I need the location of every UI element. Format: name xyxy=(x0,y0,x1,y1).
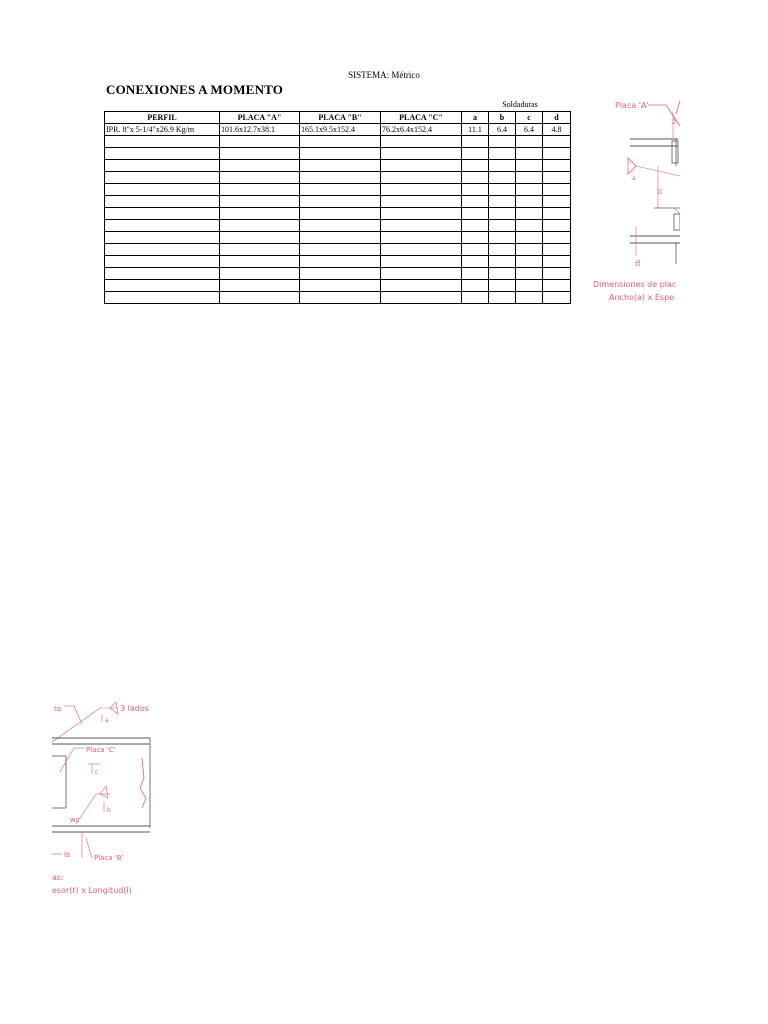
cell-placa-b xyxy=(300,220,381,232)
cell-weld-a xyxy=(462,184,489,196)
cell-weld-a xyxy=(462,160,489,172)
table-row xyxy=(105,244,571,256)
cell-weld-c xyxy=(516,280,543,292)
bottom-caption-line1: as: xyxy=(52,873,64,882)
connection-detail-drawing-top xyxy=(590,96,680,308)
lados-label: 3 lados xyxy=(120,704,149,713)
cell-perfil xyxy=(105,136,220,148)
table-row xyxy=(105,136,571,148)
cell-placa-a xyxy=(220,208,300,220)
cell-placa-b: 165.1x9.5x152.4 xyxy=(300,124,381,136)
cell-weld-a xyxy=(462,268,489,280)
cell-weld-a xyxy=(462,244,489,256)
ta-label: ta xyxy=(671,117,678,124)
cell-placa-b xyxy=(300,208,381,220)
cell-weld-c xyxy=(516,220,543,232)
cell-weld-a: 11.1 xyxy=(462,124,489,136)
cell-weld-b xyxy=(489,136,516,148)
cell-weld-d xyxy=(543,244,571,256)
table-row xyxy=(105,292,571,304)
top-caption-line1: Dimensiones de plac xyxy=(593,280,677,289)
a-weld-label: a xyxy=(632,175,636,182)
cell-placa-c xyxy=(381,196,462,208)
table-header-row xyxy=(105,112,571,124)
cell-weld-d xyxy=(543,184,571,196)
table-row xyxy=(105,280,571,292)
cell-weld-c xyxy=(516,160,543,172)
cell-placa-a xyxy=(220,268,300,280)
cell-perfil xyxy=(105,196,220,208)
cell-placa-c xyxy=(381,244,462,256)
cell-weld-b xyxy=(489,268,516,280)
cell-weld-d xyxy=(543,160,571,172)
cell-weld-d xyxy=(543,220,571,232)
table-row xyxy=(105,172,571,184)
cell-weld-a xyxy=(462,232,489,244)
cell-placa-a xyxy=(220,280,300,292)
bottom-caption-line2: esor(t) x Longitud(l) xyxy=(52,886,132,895)
cell-weld-b xyxy=(489,172,516,184)
cell-weld-a xyxy=(462,196,489,208)
cell-weld-d xyxy=(543,136,571,148)
cell-weld-a xyxy=(462,172,489,184)
cell-placa-a xyxy=(220,292,300,304)
cell-placa-c xyxy=(381,136,462,148)
cell-placa-a: 101.6x12.7x38.1 xyxy=(220,124,300,136)
cell-placa-b xyxy=(300,184,381,196)
cell-perfil xyxy=(105,292,220,304)
cell-weld-d xyxy=(543,208,571,220)
table-row xyxy=(105,256,571,268)
cell-weld-a xyxy=(462,280,489,292)
system-label: SISTEMA: Métrico xyxy=(348,70,420,80)
cell-weld-c xyxy=(516,268,543,280)
cell-weld-a xyxy=(462,256,489,268)
cell-placa-b xyxy=(300,280,381,292)
cell-perfil xyxy=(105,268,220,280)
lb-label: lb xyxy=(64,851,71,859)
cell-weld-a xyxy=(462,148,489,160)
connections-table xyxy=(104,111,571,304)
cell-weld-a xyxy=(462,136,489,148)
cell-weld-c xyxy=(516,148,543,160)
cell-placa-b xyxy=(300,292,381,304)
placa-a-label: Placa 'A' xyxy=(615,101,649,110)
cell-weld-b xyxy=(489,292,516,304)
table-row xyxy=(105,148,571,160)
cell-placa-b xyxy=(300,160,381,172)
cell-placa-b xyxy=(300,268,381,280)
cell-weld-c xyxy=(516,136,543,148)
cell-placa-a xyxy=(220,232,300,244)
table-row xyxy=(105,268,571,280)
table-row xyxy=(105,232,571,244)
cell-perfil xyxy=(105,184,220,196)
cell-placa-c xyxy=(381,148,462,160)
top-caption-line2: Ancho(a) x Espe xyxy=(609,293,675,302)
table-row xyxy=(105,196,571,208)
table-row xyxy=(105,124,571,136)
cell-weld-c: 6.4 xyxy=(516,124,543,136)
cell-placa-a xyxy=(220,244,300,256)
header-weld-a: a xyxy=(462,112,489,124)
cell-weld-d xyxy=(543,280,571,292)
cell-placa-c xyxy=(381,220,462,232)
cell-weld-b xyxy=(489,184,516,196)
cell-weld-c xyxy=(516,292,543,304)
cell-weld-d xyxy=(543,232,571,244)
table-row xyxy=(105,220,571,232)
b-label: b xyxy=(107,807,111,814)
cell-placa-a xyxy=(220,172,300,184)
cell-weld-c xyxy=(516,244,543,256)
cell-perfil xyxy=(105,172,220,184)
cell-weld-d xyxy=(543,172,571,184)
cell-weld-c xyxy=(516,208,543,220)
cell-placa-b xyxy=(300,172,381,184)
cell-placa-c xyxy=(381,268,462,280)
cell-perfil xyxy=(105,220,220,232)
cell-placa-a xyxy=(220,136,300,148)
cell-placa-c: 76.2x6.4x152.4 xyxy=(381,124,462,136)
cell-weld-a xyxy=(462,292,489,304)
page-title: CONEXIONES A MOMENTO xyxy=(106,82,284,97)
table-row xyxy=(105,184,571,196)
cell-weld-d xyxy=(543,256,571,268)
cell-weld-a xyxy=(462,208,489,220)
cell-placa-b xyxy=(300,244,381,256)
cell-perfil xyxy=(105,160,220,172)
cell-weld-d xyxy=(543,292,571,304)
cell-weld-d: 4.8 xyxy=(543,124,571,136)
placa-c-label: Placa 'C' xyxy=(86,746,116,754)
cell-weld-d xyxy=(543,148,571,160)
cell-weld-c xyxy=(516,196,543,208)
cell-placa-a xyxy=(220,256,300,268)
cell-weld-b xyxy=(489,220,516,232)
header-placa-a: PLACA "A" xyxy=(220,112,300,124)
cell-perfil xyxy=(105,148,220,160)
tc-label: tc xyxy=(657,188,664,194)
bottom-ta-label: ta xyxy=(54,705,62,713)
header-weld-d: d xyxy=(543,112,571,124)
cell-weld-b xyxy=(489,280,516,292)
cell-perfil xyxy=(105,256,220,268)
cell-weld-b xyxy=(489,244,516,256)
cell-placa-b xyxy=(300,196,381,208)
cell-weld-b xyxy=(489,232,516,244)
cell-placa-c xyxy=(381,208,462,220)
cell-weld-c xyxy=(516,184,543,196)
connection-detail-drawing-bottom xyxy=(52,698,164,898)
header-placa-b: PLACA "B" xyxy=(300,112,381,124)
cell-perfil xyxy=(105,232,220,244)
cell-placa-c xyxy=(381,160,462,172)
cell-weld-d xyxy=(543,196,571,208)
cell-placa-c xyxy=(381,172,462,184)
tb-label: tb xyxy=(635,259,642,266)
header-placa-c: PLACA "C" xyxy=(381,112,462,124)
table-row xyxy=(105,208,571,220)
cell-placa-a xyxy=(220,184,300,196)
cell-placa-a xyxy=(220,148,300,160)
cell-perfil xyxy=(105,244,220,256)
welds-label: Soldaduras xyxy=(502,100,538,109)
cell-placa-b xyxy=(300,136,381,148)
table-row xyxy=(105,160,571,172)
cell-placa-c xyxy=(381,256,462,268)
cell-placa-c xyxy=(381,232,462,244)
bottom-a-label: a xyxy=(105,717,109,724)
cell-placa-b xyxy=(300,148,381,160)
cell-placa-b xyxy=(300,232,381,244)
cell-weld-c xyxy=(516,232,543,244)
cell-placa-c xyxy=(381,280,462,292)
cell-perfil xyxy=(105,208,220,220)
cell-perfil: IPR. 8"x 5-1/4"x26.9 Kg/m xyxy=(105,124,220,136)
header-perfil: PERFIL xyxy=(105,112,220,124)
cell-weld-c xyxy=(516,172,543,184)
cell-weld-b xyxy=(489,256,516,268)
cell-weld-a xyxy=(462,220,489,232)
cell-placa-c xyxy=(381,184,462,196)
cell-placa-c xyxy=(381,292,462,304)
cell-placa-a xyxy=(220,220,300,232)
c-label: c xyxy=(95,769,99,776)
cell-weld-c xyxy=(516,256,543,268)
placa-b-label: Placa 'B' xyxy=(94,854,124,862)
cell-weld-b xyxy=(489,148,516,160)
cell-placa-a xyxy=(220,196,300,208)
cell-weld-b xyxy=(489,160,516,172)
cell-placa-a xyxy=(220,160,300,172)
cell-weld-b xyxy=(489,196,516,208)
header-weld-b: b xyxy=(489,112,516,124)
cell-weld-b: 6.4 xyxy=(489,124,516,136)
header-weld-c: c xyxy=(516,112,543,124)
cell-placa-b xyxy=(300,256,381,268)
cell-weld-b xyxy=(489,208,516,220)
cell-perfil xyxy=(105,280,220,292)
wc-label: wc xyxy=(70,816,80,824)
cell-weld-d xyxy=(543,268,571,280)
